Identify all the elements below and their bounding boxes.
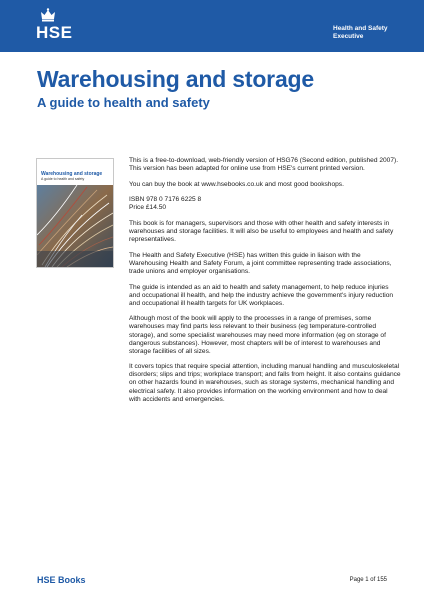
organisation-name (333, 25, 413, 41)
header-band (0, 0, 424, 52)
isbn: ISBN 978 0 7176 6225 8 (129, 196, 202, 204)
cover-artwork (37, 185, 113, 267)
audience-paragraph: This book is for managers, supervisors and those with other health and safety interests in warehouses and storage facilities. It will also be useful to employees and health and safety representatives. (129, 219, 394, 244)
scope-paragraph: Although most of the book will apply to the processes in a range of premises, some warehouses may find parts less relevant to their business (eg temperature-controlled storage), and some specialist warehouses may need more information (eg on storage of dangerous substances). However, most chapters will be of interest to warehouses and storage facilities of all sizes. (129, 315, 386, 355)
cover-subtitle: A guide to health and safety (41, 177, 85, 181)
isbn-price (129, 196, 401, 212)
document-title: Warehousing and storage (37, 66, 314, 92)
topics-paragraph: It covers topics that require special attention, including manual handling and musculoskeletal disorders; slips and trips; workplace transport; and falls from height. It also contains guidance on other hazards found in warehouses, such as storage systems, mechanical handling and electrical safety. It also provides information on the working environment and how to deal with accidents and emergencies. (129, 363, 401, 403)
page-number: Page 1 of 155 (349, 577, 387, 583)
price: Price £14.50 (129, 204, 167, 212)
hse-logo (36, 8, 76, 42)
organisation-name-line1: Health and Safety (333, 25, 388, 32)
footer-publisher: HSE Books (37, 575, 86, 585)
logo-text: HSE (36, 23, 73, 42)
body-text (129, 157, 401, 411)
intro-paragraph: This is a free-to-download, web-friendly version of HSG76 (Second edition, published 2007). This version has been adapted for online use from HSE's current printed version. (129, 157, 399, 173)
purchase-paragraph: You can buy the book at www.hsebooks.co.uk and most good bookshops. (129, 180, 344, 188)
document-subtitle: A guide to health and safety (37, 95, 210, 110)
book-cover-image (36, 158, 114, 268)
authorship-paragraph: The Health and Safety Executive (HSE) has written this guide in liaison with the Warehousing Health and Safety Forum, a joint committee representing trade associations, trade unions and employer organisations. (129, 251, 392, 275)
organisation-name-line2: Executive (333, 33, 364, 40)
purpose-paragraph: The guide is intended as an aid to health and safety management, to help reduce injuries and occupational ill health, and help the industry achieve the government's injury reduction and occupational ill health targets for UK workplaces. (129, 283, 394, 307)
cover-title: Warehousing and storage (41, 171, 103, 177)
crown-icon (40, 8, 56, 22)
